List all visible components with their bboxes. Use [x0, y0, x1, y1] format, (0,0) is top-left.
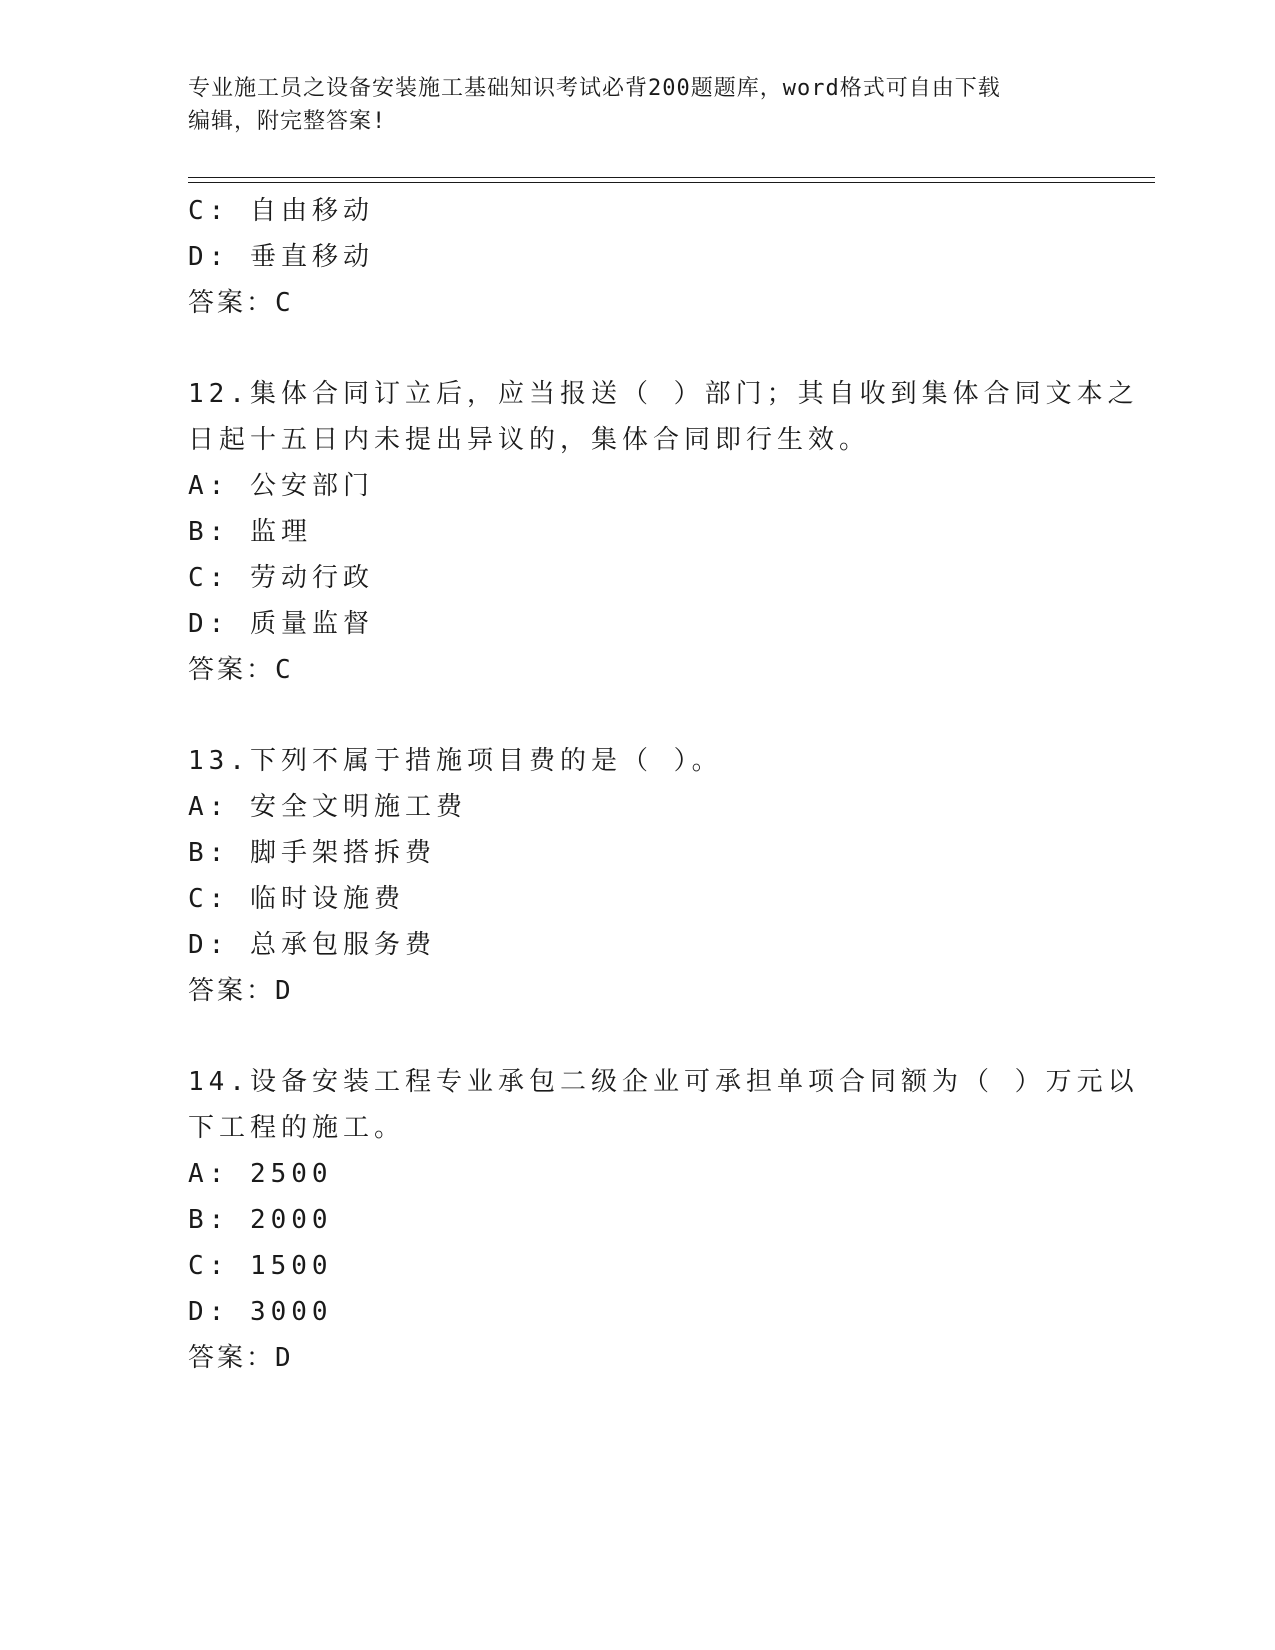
question-12	[188, 371, 1139, 693]
header-divider-bottom	[188, 182, 1155, 183]
option-b: B: 监理	[188, 517, 312, 547]
spacer	[188, 1014, 1088, 1059]
question-13	[188, 738, 1088, 1014]
option-c: C: 临时设施费	[188, 884, 405, 914]
option-c: C: 劳动行政	[188, 563, 374, 593]
question-stem-line-1: 13.下列不属于措施项目费的是（ ）。	[188, 746, 723, 776]
header-title-line-1: 专业施工员之设备安装施工基础知识考试必背200题题库，word格式可自由下载	[188, 76, 1001, 101]
question-stem-line-1: 14.设备安装工程专业承包二级企业可承担单项合同额为（ ）万元以	[188, 1067, 1139, 1097]
question-stem-line-2: 下工程的施工。	[188, 1113, 406, 1143]
option-a: A: 2500	[188, 1159, 333, 1189]
question-stem-line-2: 日起十五日内未提出异议的，集体合同即行生效。	[188, 425, 871, 455]
option-b: B: 2000	[188, 1205, 333, 1235]
option-c: C: 自由移动	[188, 196, 374, 226]
option-d: D: 垂直移动	[188, 242, 374, 272]
answer-line: 答案：D	[188, 976, 294, 1006]
option-b: B: 脚手架搭拆费	[188, 838, 436, 868]
option-d: D: 3000	[188, 1297, 333, 1327]
option-d: D: 质量监督	[188, 609, 374, 639]
header-divider-top	[188, 177, 1155, 178]
spacer	[188, 326, 1088, 371]
spacer	[188, 693, 1088, 738]
option-d: D: 总承包服务费	[188, 930, 436, 960]
document-header	[188, 72, 1088, 138]
answer-line: 答案：C	[188, 655, 294, 685]
header-title-line-2: 编辑，附完整答案!	[188, 109, 387, 134]
document-body	[188, 188, 1139, 1381]
option-a: A: 公安部门	[188, 471, 374, 501]
question-14	[188, 1059, 1139, 1381]
question-11-continued	[188, 188, 1088, 326]
option-c: C: 1500	[188, 1251, 333, 1281]
answer-line: 答案：D	[188, 1343, 294, 1373]
option-a: A: 安全文明施工费	[188, 792, 467, 822]
answer-line: 答案：C	[188, 288, 294, 318]
question-stem-line-1: 12.集体合同订立后，应当报送（ ）部门；其自收到集体合同文本之	[188, 379, 1139, 409]
